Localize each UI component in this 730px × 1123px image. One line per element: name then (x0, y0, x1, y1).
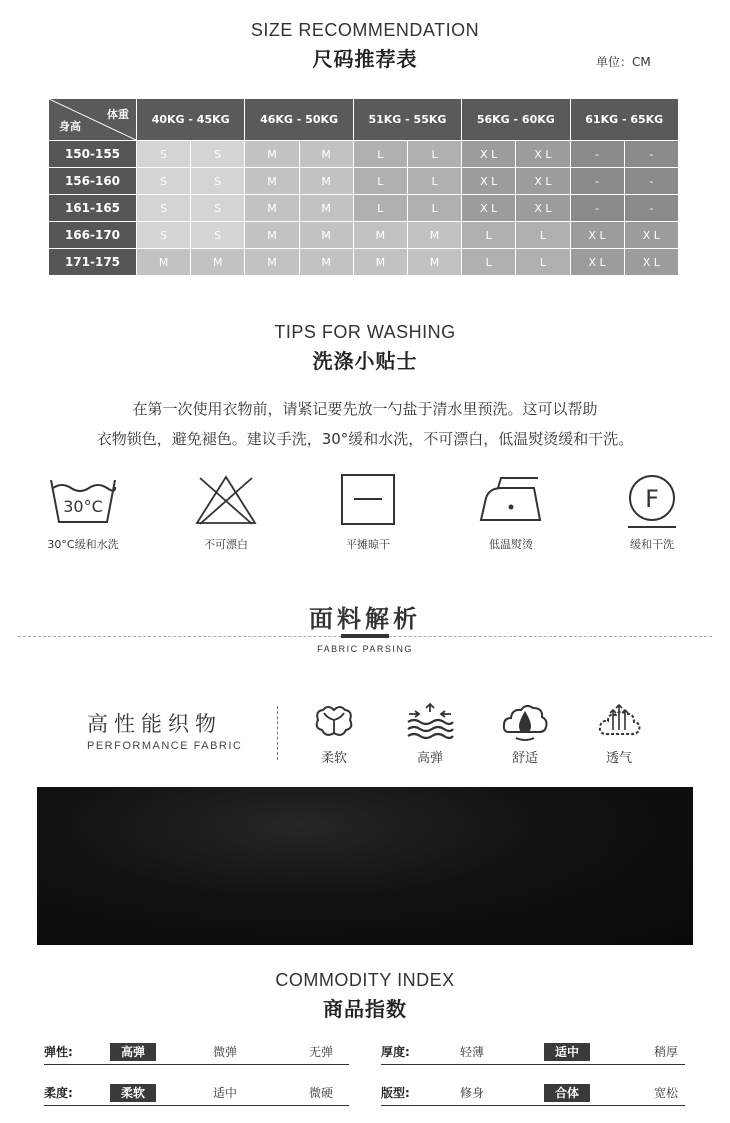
size-cell: S (191, 168, 245, 195)
feature-label: 高弹 (416, 751, 443, 766)
corner-height-label: 身高 (59, 120, 81, 133)
index-option: 轻薄 (459, 1045, 484, 1059)
size-cell: X L (624, 249, 678, 276)
size-cell: X L (570, 249, 624, 276)
washing-title-zh: 洗涤小贴士 (312, 349, 418, 373)
flat-dry-icon (340, 474, 396, 526)
height-range: 150-155 (49, 141, 137, 168)
size-table-row (49, 141, 679, 168)
wash-30-icon (47, 474, 119, 526)
weight-header: 51KG - 55KG (353, 99, 461, 141)
index-option: 微硬 (308, 1086, 333, 1100)
size-cell: - (570, 195, 624, 222)
size-cell: X L (624, 222, 678, 249)
size-title-zh: 尺码推荐表 (312, 47, 418, 71)
size-cell: L (407, 168, 461, 195)
performance-title-en: PERFORMANCE FABRIC (87, 740, 243, 752)
size-cell: M (353, 249, 407, 276)
wash-item (161, 474, 291, 552)
feature-item (589, 702, 649, 766)
index-underline (381, 1105, 685, 1106)
index-option: 修身 (459, 1086, 484, 1100)
size-table-header-row (49, 99, 679, 141)
size-cell: M (137, 249, 191, 276)
index-option: 无弹 (308, 1045, 333, 1059)
size-cell: X L (570, 222, 624, 249)
index-option: 高弹 (110, 1043, 156, 1061)
height-range: 171-175 (49, 249, 137, 276)
dry-clean-letter: F (645, 485, 659, 513)
index-key: 厚度: (381, 1045, 410, 1059)
commodity-section-header (0, 970, 730, 1022)
size-table-row (49, 222, 679, 249)
unit-label: 单位：CM (596, 55, 651, 69)
index-option: 稍厚 (653, 1045, 678, 1059)
size-cell: L (407, 195, 461, 222)
wash-temp-text: 30°C (63, 497, 103, 516)
size-title-en: SIZE RECOMMENDATION (250, 20, 480, 40)
size-cell: M (407, 222, 461, 249)
stretch-icon (405, 702, 455, 742)
size-cell: M (245, 168, 299, 195)
size-cell: X L (516, 168, 570, 195)
size-cell: M (299, 222, 353, 249)
washing-text-line: 在第一次使用衣物前，请紧记要先放一勺盐于清水里预洗。这可以帮助 (132, 400, 598, 418)
size-cell: S (137, 222, 191, 249)
height-range: 161-165 (49, 195, 137, 222)
size-cell: - (570, 168, 624, 195)
index-softness (44, 1084, 349, 1108)
wash-label: 平摊晾干 (346, 538, 390, 551)
index-option: 微弹 (212, 1045, 237, 1059)
size-cell: L (462, 249, 516, 276)
cotton-icon (312, 702, 356, 742)
weight-header: 46KG - 50KG (245, 99, 353, 141)
size-cell: L (353, 141, 407, 168)
size-cell: M (191, 249, 245, 276)
index-thickness (381, 1043, 685, 1067)
index-option: 宽松 (653, 1086, 678, 1100)
size-cell: L (516, 222, 570, 249)
fabric-title-en: FABRIC PARSING (317, 644, 413, 654)
size-cell: L (462, 222, 516, 249)
wash-item (446, 474, 576, 552)
wash-label: 缓和干洗 (630, 538, 674, 551)
size-cell: S (137, 168, 191, 195)
wash-label: 低温熨烫 (489, 538, 533, 551)
wash-item (587, 474, 717, 552)
size-cell: S (137, 195, 191, 222)
index-key: 弹性: (44, 1045, 73, 1059)
feature-label: 透气 (605, 751, 632, 766)
feature-label: 柔软 (320, 751, 347, 766)
size-cell: M (299, 141, 353, 168)
size-table (48, 98, 679, 276)
height-range: 166-170 (49, 222, 137, 249)
size-table-row (49, 249, 679, 276)
size-cell: - (570, 141, 624, 168)
index-key: 柔度: (44, 1086, 73, 1100)
size-cell: M (353, 222, 407, 249)
weight-header: 40KG - 45KG (137, 99, 245, 141)
corner-weight-label: 体重 (107, 108, 129, 121)
index-elasticity (44, 1043, 349, 1067)
index-key: 版型: (381, 1086, 410, 1100)
dry-clean-icon (622, 474, 682, 530)
size-cell: L (353, 168, 407, 195)
size-cell: L (407, 141, 461, 168)
size-cell: - (624, 141, 678, 168)
index-underline (44, 1105, 349, 1106)
size-cell: X L (516, 195, 570, 222)
size-cell: M (407, 249, 461, 276)
height-range: 156-160 (49, 168, 137, 195)
size-table-row (49, 168, 679, 195)
washing-title-en: TIPS FOR WASHING (274, 322, 456, 342)
size-cell: M (245, 195, 299, 222)
size-cell: X L (462, 141, 516, 168)
size-cell: L (353, 195, 407, 222)
fabric-photo (37, 787, 693, 945)
index-option: 适中 (212, 1086, 237, 1100)
washing-section-header (0, 322, 730, 374)
weight-header: 61KG - 65KG (570, 99, 679, 141)
size-cell: S (191, 222, 245, 249)
commodity-title-en: COMMODITY INDEX (275, 970, 455, 990)
washing-text-line: 衣物锁色，避免褪色。建议手洗，30°缓和水洗，不可漂白，低温熨烫缓和干洗。 (96, 430, 634, 448)
wash-item (303, 474, 433, 552)
size-cell: S (137, 141, 191, 168)
feature-item (400, 702, 460, 766)
size-cell: M (299, 168, 353, 195)
size-cell: X L (516, 141, 570, 168)
size-cell: X L (462, 168, 516, 195)
index-option: 适中 (544, 1043, 590, 1061)
size-cell: S (191, 141, 245, 168)
size-cell: M (299, 249, 353, 276)
washing-instructions (0, 394, 730, 454)
no-bleach-icon (194, 474, 258, 526)
weight-header: 56KG - 60KG (462, 99, 570, 141)
size-cell: M (245, 222, 299, 249)
breathable-icon (595, 702, 643, 742)
index-underline (44, 1064, 349, 1065)
performance-divider (277, 706, 278, 760)
size-cell: M (299, 195, 353, 222)
low-iron-icon (478, 474, 544, 526)
size-table-corner (49, 99, 137, 141)
wash-label: 30°C缓和水洗 (47, 538, 119, 551)
performance-title-zh: 高性能织物 (87, 712, 222, 736)
index-underline (381, 1064, 685, 1065)
size-cell: S (191, 195, 245, 222)
feature-item (304, 702, 364, 766)
index-option: 柔软 (110, 1084, 156, 1102)
wash-item (18, 474, 148, 552)
size-cell: L (516, 249, 570, 276)
fabric-divider-mark (341, 634, 389, 638)
feature-label: 舒适 (511, 751, 538, 766)
comfort-icon (501, 702, 549, 742)
feature-item (495, 702, 555, 766)
size-table-body (49, 141, 679, 276)
size-cell: - (624, 168, 678, 195)
fabric-title-zh: 面料解析 (309, 605, 421, 633)
size-cell: - (624, 195, 678, 222)
index-fit (381, 1084, 685, 1108)
size-table-row (49, 195, 679, 222)
size-cell: M (245, 249, 299, 276)
index-option: 合体 (544, 1084, 590, 1102)
wash-label: 不可漂白 (204, 538, 248, 551)
size-cell: M (245, 141, 299, 168)
commodity-title-zh: 商品指数 (323, 997, 407, 1021)
size-cell: X L (462, 195, 516, 222)
